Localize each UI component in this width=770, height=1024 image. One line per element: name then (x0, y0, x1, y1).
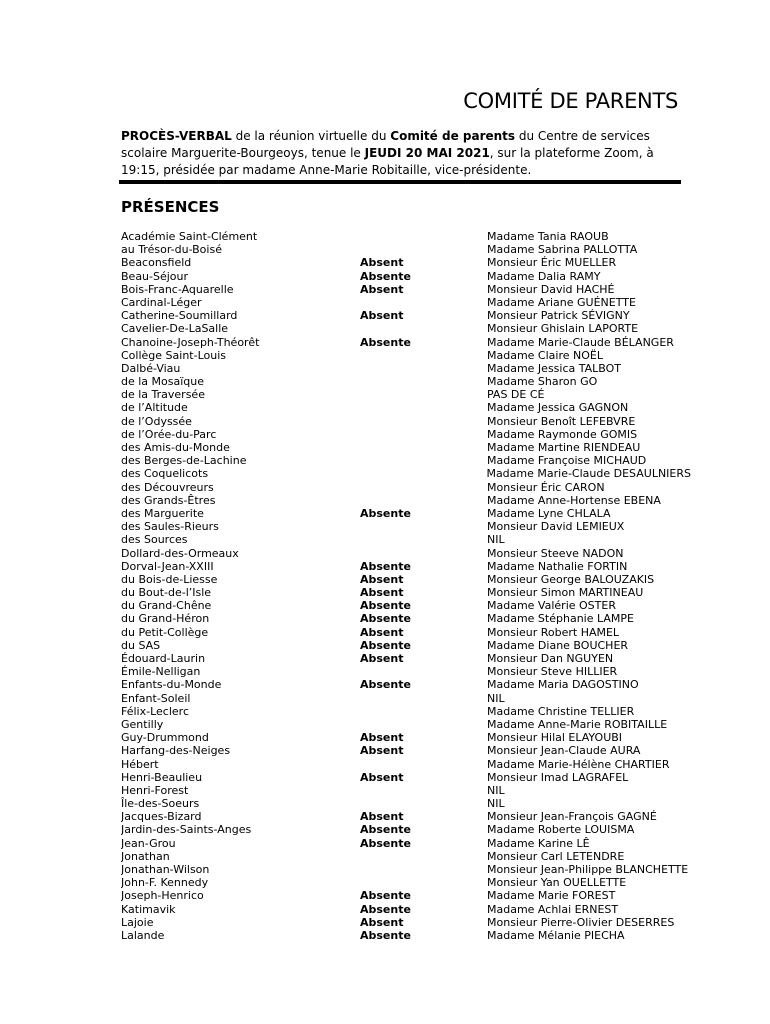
representative-name: Madame Sabrina PALLOTTA (487, 243, 638, 257)
attendance-status: Absent (360, 915, 404, 929)
attendance-row (121, 810, 691, 823)
attendance-status: Absent (360, 770, 404, 784)
representative-name: Madame Marie-Claude DESAULNIERS (486, 467, 691, 481)
representative-name: Monsieur David HACHÉ (487, 282, 615, 296)
school-name: Chanoine-Joseph-Théorêt (121, 335, 260, 349)
attendance-row (121, 744, 691, 757)
representative-name: Monsieur Éric MUELLER (487, 256, 617, 270)
attendance-row (121, 467, 691, 480)
representative-name: NIL (487, 533, 505, 547)
attendance-row (121, 718, 691, 731)
representative-name: Monsieur Jean-Philippe BLANCHETTE (487, 863, 689, 876)
attendance-row (121, 481, 691, 494)
attendance-status (360, 454, 487, 467)
school-name: Katimavik (121, 902, 176, 916)
school-name: Jean-Grou (121, 836, 176, 850)
school-name: Bois-Franc-Aquarelle (121, 282, 234, 296)
school-name: Enfant-Soleil (121, 691, 191, 705)
representative-name: Madame Valérie OSTER (487, 599, 616, 613)
attendance-status (360, 533, 487, 546)
attendance-status: Absente (360, 678, 411, 692)
school-name: Beaconsfield (121, 256, 192, 270)
attendance-row (121, 758, 691, 771)
attendance-row (121, 705, 691, 718)
attendance-status (360, 758, 487, 771)
school-name: de l’Altitude (121, 401, 188, 415)
document-title: COMITÉ DE PARENTS (463, 89, 678, 113)
representative-name: Monsieur Pierre-Olivier DESERRES (487, 915, 675, 929)
attendance-status: Absent (360, 652, 404, 665)
attendance-status (360, 547, 487, 560)
school-name: des Saules-Rieurs (121, 520, 219, 534)
attendance-row (121, 586, 691, 599)
attendance-row (121, 784, 691, 797)
attendance-row (121, 837, 691, 850)
representative-name: Madame Ariane GUÉNETTE (487, 295, 636, 309)
school-name: Édouard-Laurin (121, 652, 206, 665)
representative-name: Madame Anne-Hortense EBENA (487, 493, 661, 507)
school-name: Lajoie (121, 915, 154, 929)
attendance-status: Absente (360, 889, 411, 903)
school-name: de l’Orée-du-Parc (121, 427, 217, 441)
representative-name: Monsieur Jean-François GAGNÉ (487, 810, 657, 824)
school-name: John-F. Kennedy (121, 876, 209, 890)
attendance-row (121, 652, 691, 665)
school-name: du Grand-Chêne (121, 599, 212, 613)
school-name: Dorval-Jean-XXIII (121, 559, 214, 573)
attendance-row (121, 731, 691, 744)
school-name: de l’Odyssée (121, 414, 192, 428)
representative-name: Monsieur Carl LETENDRE (487, 849, 625, 863)
school-name: Dollard-des-Ormeaux (121, 546, 239, 560)
school-name: des Sources (121, 533, 188, 547)
representative-name: Madame Christine TELLIER (487, 704, 635, 718)
representative-name: Monsieur Patrick SÉVIGNY (487, 309, 630, 323)
attendance-row (121, 560, 691, 573)
school-name: des Berges-de-Lachine (121, 454, 247, 468)
attendance-status: Absente (360, 269, 411, 283)
attendance-row (121, 415, 691, 428)
attendance-status: Absente (360, 902, 411, 916)
attendance-status: Absente (360, 638, 411, 652)
school-name: des Coquelicots (121, 467, 209, 481)
attendance-row (121, 626, 691, 639)
attendance-row (121, 283, 691, 296)
school-name: Gentilly (121, 717, 164, 731)
attendance-row (121, 441, 691, 454)
intro-minutes-label: PROCÈS-VERBAL (121, 129, 232, 143)
attendance-row (121, 270, 691, 283)
attendance-status: Absente (360, 599, 411, 613)
school-name: Jardin-des-Saints-Anges (121, 823, 252, 837)
school-name: des Grands-Êtres (121, 493, 216, 507)
attendance-row (121, 903, 691, 916)
school-name: Jonathan (121, 849, 170, 863)
attendance-row (121, 507, 691, 520)
representative-name: Monsieur Ghislain LAPORTE (487, 322, 639, 336)
attendance-status: Absent (360, 731, 404, 745)
attendance-status (360, 322, 487, 335)
attendance-row (121, 797, 691, 810)
representative-name: Monsieur Dan NGUYEN (487, 652, 614, 665)
attendance-status (360, 876, 487, 889)
representative-name: Monsieur Yan OUELLETTE (487, 876, 627, 890)
school-name: Henri-Beaulieu (121, 770, 203, 784)
representative-name: Madame Dalia RAMY (487, 269, 601, 283)
attendance-status: Absent (360, 256, 404, 270)
representative-name: Madame Achlai ERNEST (487, 902, 619, 916)
attendance-status: Absent (360, 744, 404, 758)
attendance-row (121, 665, 691, 678)
representative-name: NIL (487, 783, 505, 797)
attendance-status (360, 692, 487, 705)
representative-name: Madame Sharon GO (487, 375, 598, 389)
representative-name: Monsieur Imad LAGRAFEL (487, 770, 629, 784)
attendance-status (360, 243, 487, 256)
attendance-status: Absente (360, 612, 411, 626)
attendance-status (360, 230, 487, 243)
representative-name: Madame Diane BOUCHER (487, 638, 629, 652)
attendance-table (121, 230, 691, 942)
representative-name: Monsieur Steve HILLIER (487, 665, 618, 679)
representative-name: Madame Mélanie PIECHA (487, 928, 625, 942)
school-name: Joseph-Henrico (121, 889, 204, 903)
representative-name: Madame Martine RIENDEAU (487, 441, 641, 454)
attendance-status (360, 494, 487, 507)
representative-name: Madame Stéphanie LAMPE (487, 612, 634, 626)
representative-name: Madame Roberte LOUISMA (487, 823, 635, 837)
attendance-status: Absent (360, 810, 404, 824)
attendance-status: Absente (360, 335, 411, 349)
representative-name: Monsieur David LEMIEUX (487, 520, 625, 534)
intro-text-2: du Centre de services scolaire Marguerite-Bourgeoys, tenue le (121, 129, 650, 160)
representative-name: Monsieur Benoît LEFEBVRE (487, 414, 636, 428)
attendance-row (121, 823, 691, 836)
representative-name: Madame Marie FOREST (487, 889, 616, 903)
attendance-row (121, 889, 691, 902)
attendance-status (360, 467, 487, 480)
attendance-status: Absente (360, 559, 411, 573)
attendance-row (121, 428, 691, 441)
school-name: des Amis-du-Monde (121, 441, 230, 454)
school-name: Hébert (121, 757, 159, 771)
attendance-row (121, 863, 691, 876)
attendance-status (360, 401, 487, 414)
representative-name: Madame Claire NOËL (487, 348, 603, 362)
attendance-row (121, 573, 691, 586)
attendance-status (360, 441, 487, 454)
school-name: des Marguerite (121, 506, 204, 520)
attendance-status: Absent (360, 586, 404, 600)
attendance-status (360, 415, 487, 428)
attendance-status: Absent (360, 572, 404, 586)
representative-name: Madame Marie-Claude BÉLANGER (487, 335, 674, 349)
attendance-status: Absente (360, 506, 411, 520)
representative-name: Monsieur George BALOUZAKIS (487, 572, 655, 586)
attendance-row (121, 322, 691, 335)
representative-name: Madame Jessica GAGNON (487, 401, 629, 415)
representative-name: Madame Françoise MICHAUD (487, 454, 647, 468)
section-title: PRÉSENCES (121, 198, 220, 216)
attendance-row (121, 494, 691, 507)
representative-name: Madame Tania RAOUB (487, 230, 609, 243)
attendance-status: Absent (360, 625, 404, 639)
attendance-status (360, 520, 487, 533)
attendance-row (121, 692, 691, 705)
intro-text-1: de la réunion virtuelle du (231, 129, 391, 143)
attendance-row (121, 362, 691, 375)
attendance-row (121, 916, 691, 929)
attendance-row (121, 230, 691, 243)
school-name: Jonathan-Wilson (121, 863, 210, 876)
school-name: Catherine-Soumillard (121, 309, 238, 323)
attendance-row (121, 454, 691, 467)
intro-paragraph (121, 128, 686, 179)
school-name: de la Mosaïque (121, 375, 205, 389)
attendance-row (121, 349, 691, 362)
representative-name: Madame Karine LÊ (487, 836, 590, 850)
school-name: Académie Saint-Clément (121, 230, 258, 243)
attendance-row (121, 533, 691, 546)
attendance-status: Absent (360, 309, 404, 323)
attendance-status (360, 718, 487, 731)
representative-name: Monsieur Robert HAMEL (487, 625, 620, 639)
attendance-row (121, 678, 691, 691)
attendance-row (121, 520, 691, 533)
representative-name: Monsieur Hilal ELAYOUBI (487, 731, 623, 745)
attendance-status (360, 296, 487, 309)
representative-name: PAS DE CÉ (487, 388, 545, 402)
intro-meeting-date: JEUDI 20 MAI 2021 (364, 146, 490, 160)
school-name: de la Traversée (121, 388, 205, 402)
school-name: Enfants-du-Monde (121, 678, 222, 692)
attendance-status (360, 388, 487, 401)
attendance-status: Absente (360, 823, 411, 837)
attendance-row (121, 388, 691, 401)
school-name: Île-des-Soeurs (121, 797, 200, 811)
school-name: Émile-Nelligan (121, 665, 201, 679)
attendance-row (121, 771, 691, 784)
attendance-status (360, 362, 487, 375)
school-name: Lalande (121, 928, 165, 942)
attendance-status: Absent (360, 282, 404, 296)
attendance-row (121, 850, 691, 863)
representative-name: Monsieur Simon MARTINEAU (487, 586, 644, 600)
attendance-row (121, 547, 691, 560)
intro-committee-name: Comité de parents (390, 129, 516, 143)
representative-name: Madame Lyne CHLALA (487, 506, 611, 520)
school-name: des Découvreurs (121, 480, 214, 494)
attendance-row (121, 929, 691, 942)
representative-name: Monsieur Jean-Claude AURA (487, 744, 641, 758)
attendance-status (360, 784, 487, 797)
horizontal-divider (119, 180, 681, 184)
school-name: du SAS (121, 638, 161, 652)
attendance-status: Absente (360, 836, 411, 850)
representative-name: Madame Raymonde GOMIS (487, 427, 638, 441)
school-name: Cardinal-Léger (121, 295, 202, 309)
school-name: du Petit-Collège (121, 625, 209, 639)
attendance-status (360, 797, 487, 810)
school-name: Beau-Séjour (121, 269, 189, 283)
attendance-status (360, 375, 487, 388)
school-name: au Trésor-du-Boisé (121, 243, 222, 257)
attendance-row (121, 599, 691, 612)
school-name: Jacques-Bizard (121, 810, 202, 824)
attendance-row (121, 876, 691, 889)
school-name: Collège Saint-Louis (121, 348, 226, 362)
attendance-status (360, 665, 487, 678)
attendance-status (360, 850, 487, 863)
attendance-status: Absente (360, 928, 411, 942)
attendance-status (360, 705, 487, 718)
intro-text-3: , sur la plateforme Zoom, à 19:15, présidée par madame Anne-Marie Robitaille, vice-présidente. (121, 146, 654, 177)
school-name: Cavelier-De-LaSalle (121, 322, 229, 336)
attendance-status (360, 349, 487, 362)
school-name: Harfang-des-Neiges (121, 744, 231, 758)
attendance-status (360, 481, 487, 494)
representative-name: NIL (487, 691, 505, 705)
attendance-status (360, 863, 487, 876)
school-name: du Bout-de-l’Isle (121, 586, 212, 600)
representative-name: Madame Jessica TALBOT (487, 361, 621, 375)
representative-name: Madame Anne-Marie ROBITAILLE (487, 717, 668, 731)
attendance-row (121, 336, 691, 349)
school-name: Dalbé-Viau (121, 361, 181, 375)
school-name: du Grand-Héron (121, 612, 210, 626)
attendance-row (121, 612, 691, 625)
attendance-status (360, 428, 487, 441)
representative-name: Monsieur Steeve NADON (487, 546, 624, 560)
school-name: Félix-Leclerc (121, 704, 189, 718)
attendance-row (121, 296, 691, 309)
representative-name: Madame Maria DAGOSTINO (487, 678, 639, 692)
attendance-row (121, 243, 691, 256)
attendance-row (121, 375, 691, 388)
school-name: Guy-Drummond (121, 731, 209, 745)
representative-name: NIL (487, 797, 505, 811)
representative-name: Madame Marie-Hélène CHARTIER (487, 757, 670, 771)
school-name: Henri-Forest (121, 783, 189, 797)
attendance-row (121, 401, 691, 414)
attendance-row (121, 639, 691, 652)
representative-name: Monsieur Éric CARON (487, 480, 605, 494)
representative-name: Madame Nathalie FORTIN (487, 559, 628, 573)
attendance-row (121, 256, 691, 269)
attendance-row (121, 309, 691, 322)
school-name: du Bois-de-Liesse (121, 572, 218, 586)
